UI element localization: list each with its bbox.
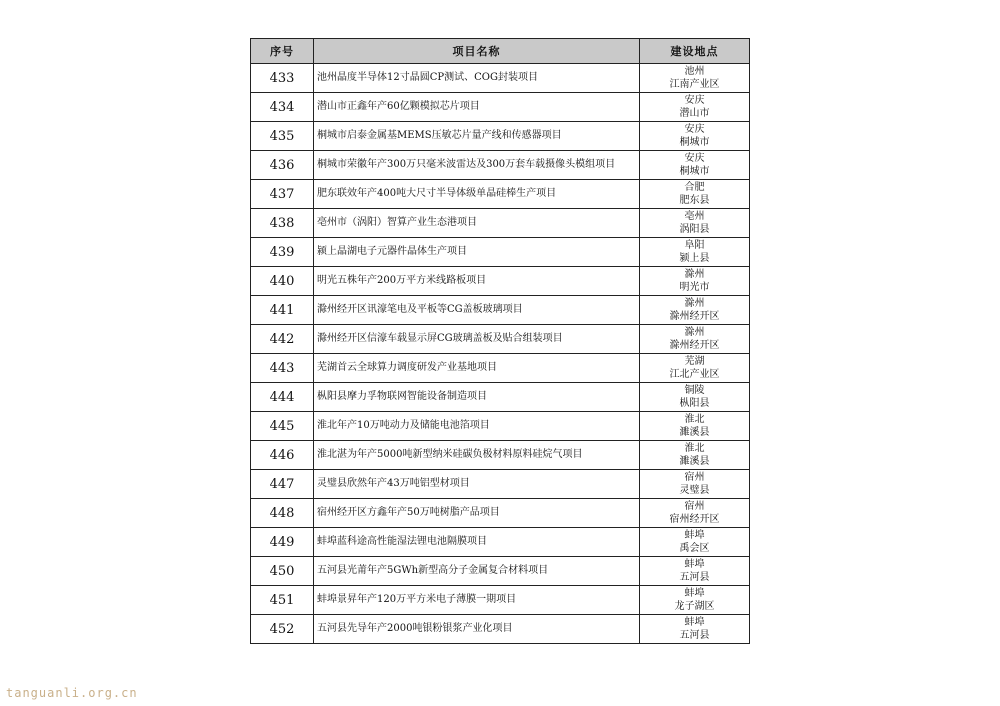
location-city: 蚌埠 <box>684 530 705 541</box>
table-header <box>251 39 750 64</box>
row-number: 440 <box>251 267 314 296</box>
project-name: 潜山市正鑫年产60亿颗模拟芯片项目 <box>314 93 640 122</box>
table-row <box>251 296 750 325</box>
table-row <box>251 64 750 93</box>
location-city: 滁州 <box>684 327 705 338</box>
project-name: 亳州市（涡阳）智算产业生态港项目 <box>314 209 640 238</box>
location-district: 龙子湖区 <box>674 601 715 612</box>
table-row <box>251 470 750 499</box>
header-number: 序号 <box>251 39 314 64</box>
project-location <box>640 586 750 615</box>
row-number: 444 <box>251 383 314 412</box>
project-location <box>640 441 750 470</box>
location-city: 滁州 <box>684 269 705 280</box>
table-row <box>251 93 750 122</box>
table-row <box>251 267 750 296</box>
location-city: 阜阳 <box>684 240 705 251</box>
project-location <box>640 64 750 93</box>
row-number: 451 <box>251 586 314 615</box>
location-city: 亳州 <box>684 211 705 222</box>
project-name: 明光五株年产200万平方米线路板项目 <box>314 267 640 296</box>
row-number: 445 <box>251 412 314 441</box>
table-row <box>251 499 750 528</box>
location-district: 桐城市 <box>679 166 710 177</box>
row-number: 439 <box>251 238 314 267</box>
location-city: 铜陵 <box>684 385 705 396</box>
location-district: 濉溪县 <box>679 456 710 467</box>
location-district: 五河县 <box>679 572 710 583</box>
location-city: 滁州 <box>684 298 705 309</box>
row-number: 441 <box>251 296 314 325</box>
project-name: 淮北年产10万吨动力及储能电池箔项目 <box>314 412 640 441</box>
location-city: 合肥 <box>684 182 705 193</box>
location-city: 池州 <box>684 66 705 77</box>
location-city: 安庆 <box>684 124 705 135</box>
location-city: 蚌埠 <box>684 617 705 628</box>
location-district: 涡阳县 <box>679 224 710 235</box>
table-row <box>251 151 750 180</box>
row-number: 436 <box>251 151 314 180</box>
table-row <box>251 557 750 586</box>
location-district: 五河县 <box>679 630 710 641</box>
project-name: 枞阳县摩力孚物联网智能设备制造项目 <box>314 383 640 412</box>
table-row <box>251 180 750 209</box>
table-row <box>251 238 750 267</box>
project-location <box>640 93 750 122</box>
location-district: 禹会区 <box>679 543 710 554</box>
project-location <box>640 354 750 383</box>
project-location <box>640 122 750 151</box>
table-row <box>251 383 750 412</box>
project-location <box>640 238 750 267</box>
location-district: 枞阳县 <box>679 398 710 409</box>
location-district: 滁州经开区 <box>669 311 720 322</box>
location-district: 灵璧县 <box>679 485 710 496</box>
table-row <box>251 586 750 615</box>
table-row <box>251 122 750 151</box>
location-district: 肥东县 <box>679 195 710 206</box>
location-city: 安庆 <box>684 153 705 164</box>
project-name: 淮北湛为年产5000吨新型纳米硅碳负极材料原料硅烷气项目 <box>314 441 640 470</box>
project-location <box>640 412 750 441</box>
watermark-text: tanguanli.org.cn <box>6 686 138 700</box>
location-district: 桐城市 <box>679 137 710 148</box>
table-row <box>251 528 750 557</box>
project-location <box>640 499 750 528</box>
project-location <box>640 557 750 586</box>
project-location <box>640 383 750 412</box>
location-district: 江北产业区 <box>669 369 720 380</box>
project-location <box>640 296 750 325</box>
project-name: 五河县光莆年产5GWh新型高分子金属复合材料项目 <box>314 557 640 586</box>
project-location <box>640 325 750 354</box>
row-number: 452 <box>251 615 314 644</box>
location-district: 明光市 <box>679 282 710 293</box>
header-location: 建设地点 <box>640 39 750 64</box>
table-row <box>251 615 750 644</box>
project-location <box>640 528 750 557</box>
project-name: 蚌埠景昇年产120万平方米电子薄膜一期项目 <box>314 586 640 615</box>
project-name: 芜湖首云全球算力调度研发产业基地项目 <box>314 354 640 383</box>
project-name: 桐城市荣徽年产300万只毫米波雷达及300万套车载摄像头模组项目 <box>314 151 640 180</box>
row-number: 442 <box>251 325 314 354</box>
project-name: 蚌埠蓝科途高性能湿法锂电池隔膜项目 <box>314 528 640 557</box>
row-number: 449 <box>251 528 314 557</box>
row-number: 450 <box>251 557 314 586</box>
table-row <box>251 209 750 238</box>
project-name: 灵璧县欣然年产43万吨铝型材项目 <box>314 470 640 499</box>
project-location <box>640 615 750 644</box>
location-city: 安庆 <box>684 95 705 106</box>
location-district: 颍上县 <box>679 253 710 264</box>
project-location <box>640 470 750 499</box>
project-name: 桐城市启泰金属基MEMS压敏芯片量产线和传感器项目 <box>314 122 640 151</box>
project-name: 颍上晶湖电子元器件晶体生产项目 <box>314 238 640 267</box>
row-number: 438 <box>251 209 314 238</box>
table-row <box>251 354 750 383</box>
row-number: 448 <box>251 499 314 528</box>
location-city: 宿州 <box>684 472 705 483</box>
project-location <box>640 209 750 238</box>
project-table <box>250 38 750 644</box>
location-city: 蚌埠 <box>684 588 705 599</box>
row-number: 443 <box>251 354 314 383</box>
project-name: 池州晶度半导体12寸晶圆CP测试、COG封装项目 <box>314 64 640 93</box>
location-city: 淮北 <box>684 414 705 425</box>
project-name: 宿州经开区方鑫年产50万吨树脂产品项目 <box>314 499 640 528</box>
row-number: 447 <box>251 470 314 499</box>
row-number: 446 <box>251 441 314 470</box>
row-number: 437 <box>251 180 314 209</box>
project-name: 五河县先导年产2000吨银粉银浆产业化项目 <box>314 615 640 644</box>
location-city: 芜湖 <box>684 356 705 367</box>
project-name: 滁州经开区讯濠笔电及平板等CG盖板玻璃项目 <box>314 296 640 325</box>
table-row <box>251 441 750 470</box>
table-body <box>251 64 750 644</box>
header-row <box>251 39 750 64</box>
location-city: 蚌埠 <box>684 559 705 570</box>
project-name: 肥东联效年产400吨大尺寸半导体级单晶硅棒生产项目 <box>314 180 640 209</box>
location-district: 滁州经开区 <box>669 340 720 351</box>
table-row <box>251 412 750 441</box>
row-number: 433 <box>251 64 314 93</box>
location-district: 濉溪县 <box>679 427 710 438</box>
location-district: 江南产业区 <box>669 79 720 90</box>
header-project-name: 项目名称 <box>314 39 640 64</box>
location-city: 淮北 <box>684 443 705 454</box>
project-location <box>640 267 750 296</box>
row-number: 435 <box>251 122 314 151</box>
location-city: 宿州 <box>684 501 705 512</box>
row-number: 434 <box>251 93 314 122</box>
project-location <box>640 151 750 180</box>
location-district: 潜山市 <box>679 108 710 119</box>
project-name: 滁州经开区信濠车载显示屏CG玻璃盖板及贴合组装项目 <box>314 325 640 354</box>
table-row <box>251 325 750 354</box>
project-location <box>640 180 750 209</box>
location-district: 宿州经开区 <box>669 514 720 525</box>
